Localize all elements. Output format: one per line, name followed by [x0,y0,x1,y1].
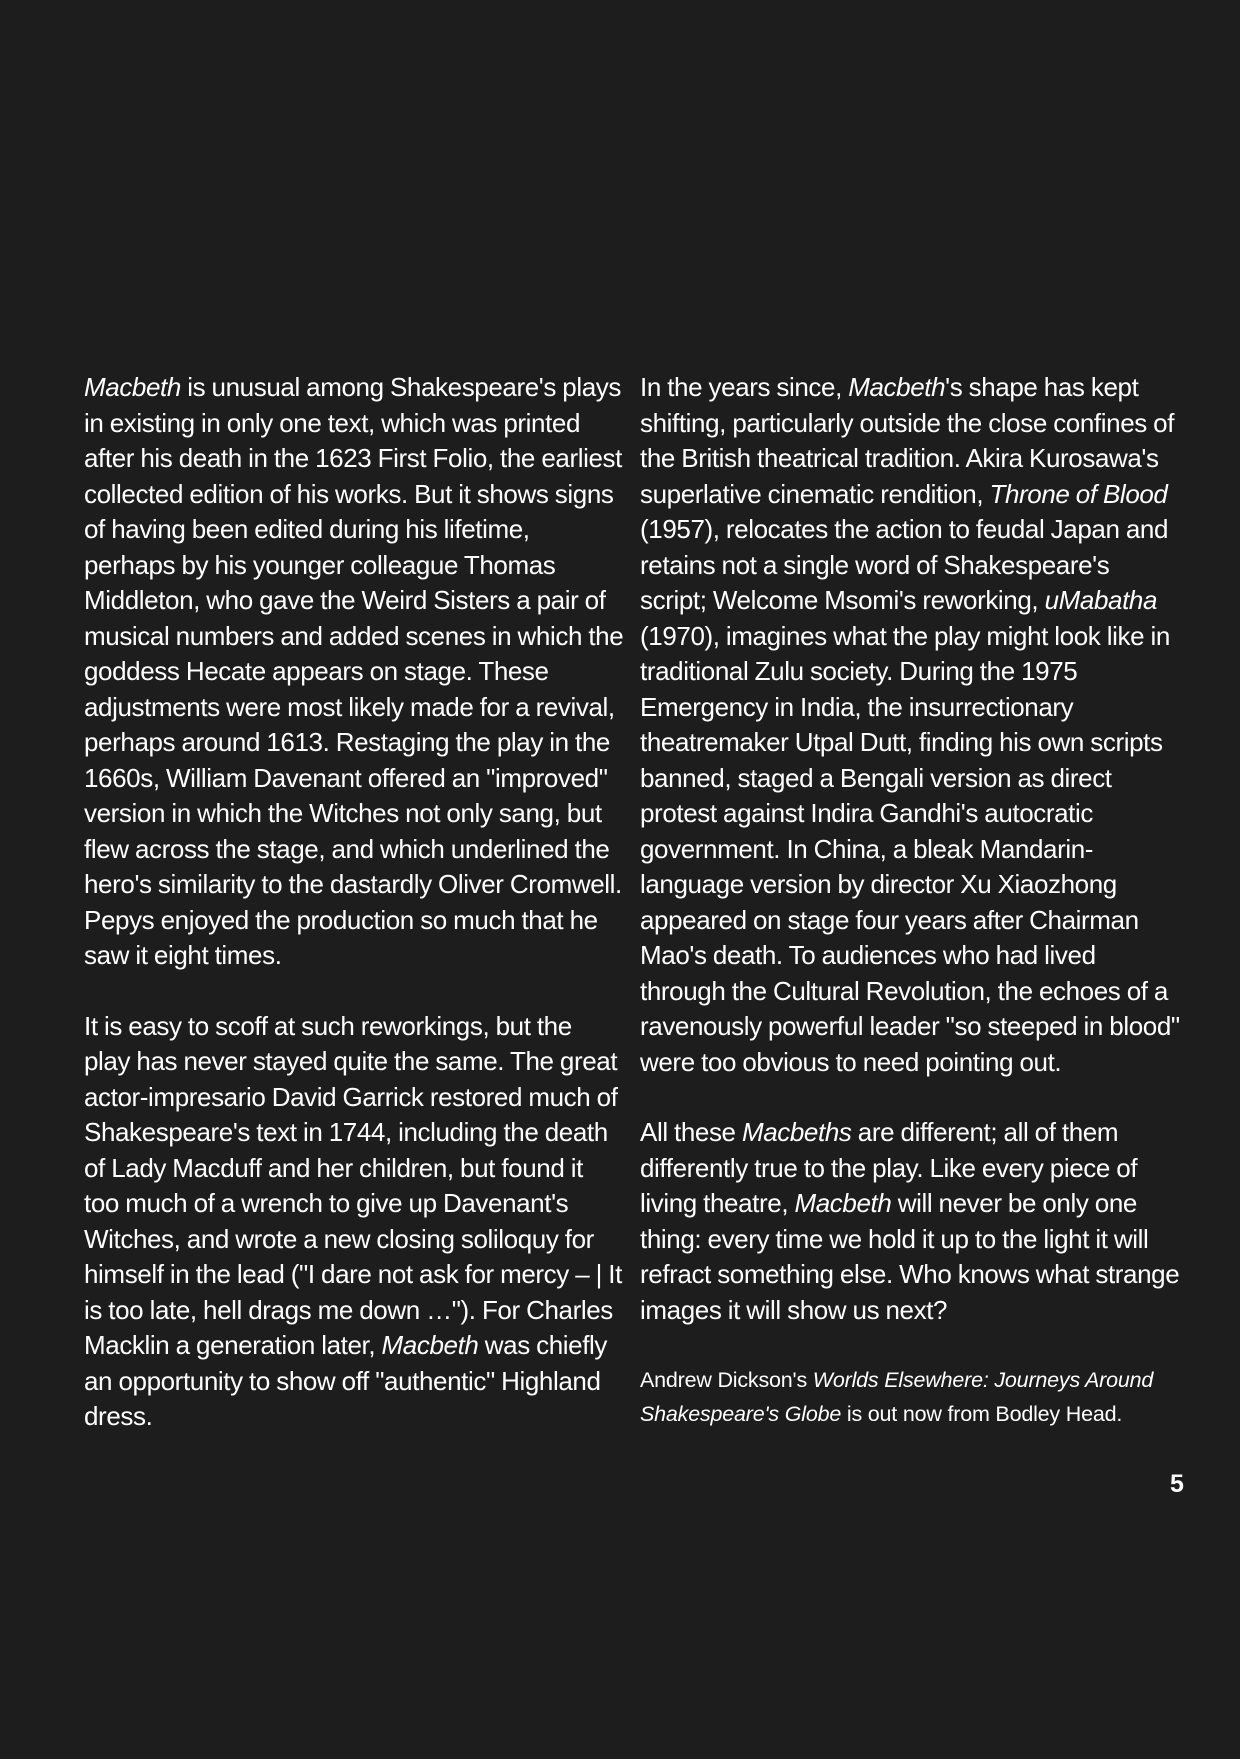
play-title: Macbeths [741,1117,852,1147]
paragraph-text: is unusual among Shakespeare's plays in existing in only one text, which was printed after his death in the 1623 First Folio, the earliest collected edition of his works. But it shows signs of having been edited during his lifetime, perhaps by his younger colleague Thomas Middleton, who gave the Weird Sisters a pair of musical numbers and added scenes in which the goddess Hecate appears on stage. These adjustments were most likely made for a revival, perhaps around 1613. Restaging the play in the 1660s, William Davenant offered an "improved" version in which the Witches not only sang, but flew across the stage, and which underlined the hero's similarity to the dastardly Oliver Cromwell. Pepys enjoyed the production so much that he saw it eight times. [84,372,624,970]
paragraph-text: (1970), imagines what the play might look like in traditional Zulu society. During the 1975 Emergency in India, the insurrectionary theatremaker Utpal Dutt, finding his own scripts banned, staged a Bengali version as direct protest against Indira Gandhi's autocratic government. In China, a bleak Mandarin-language version by director Xu Xiaozhong appeared on stage four years after Chairman Mao's death. To audiences who had lived through the Cultural Revolution, the echoes of a ravenously powerful leader "so steeped in blood" were too obvious to need pointing out. [640,620,1180,1077]
paragraph-text: It is easy to scoff at such reworkings, but the play has never stayed quite the same. The great actor-impresario David Garrick restored much of Shakespeare's text in 1744, including the death of Lady Macduff and her children, but found it too much of a wrench to give up Davenant's Witches, and wrote a new closing soliloquy for himself in the lead ("I dare not ask for mercy – | It is too late, hell drags me down …"). For Charles Macklin a generation later, [84,1010,622,1360]
play-title: uMabatha [1044,585,1158,615]
film-title: Throne of Blood [989,478,1168,509]
paragraph-text: In the years since, [640,372,849,402]
right-column [640,370,1180,1431]
play-title: Macbeth [84,372,181,402]
bio-text: is out now from Bodley Head. [841,1402,1123,1426]
play-title: Macbeth [794,1188,892,1218]
bio-text: Andrew Dickson's [640,1368,813,1392]
page-number: 5 [1170,1470,1184,1498]
paragraph-text: (1957), relocates the action to feudal Japan and retains not a single word of Shakespeare's script; Welcome Msomi's reworking, [640,514,1169,615]
paragraph-3 [640,370,1180,1080]
play-title: Macbeth [848,372,946,402]
author-bio [640,1363,1180,1431]
book-title: Worlds Elsewhere: Journeys Around Shakespeare's Globe [640,1368,1154,1426]
paragraph-4 [640,1115,1180,1328]
left-column [84,370,624,1470]
paragraph-text: are different; all of them differently true to the play. Like every piece of living theatre, [640,1117,1138,1218]
play-title: Macbeth [381,1330,479,1360]
paragraph-text: will never be only one thing: every time we hold it up to the light it will refract something else. Who knows what strange images it will show us next? [640,1188,1180,1325]
paragraph-text: All these [640,1117,742,1147]
paragraph-2 [84,1009,624,1435]
paragraph-1 [84,370,624,974]
paragraph-text: 's shape has kept shifting, particularly outside the close confines of the British theatrical tradition. Akira Kurosawa's superlative cinematic rendition, [640,372,1175,509]
paragraph-text: was chiefly an opportunity to show off "authentic" Highland dress. [84,1330,608,1431]
